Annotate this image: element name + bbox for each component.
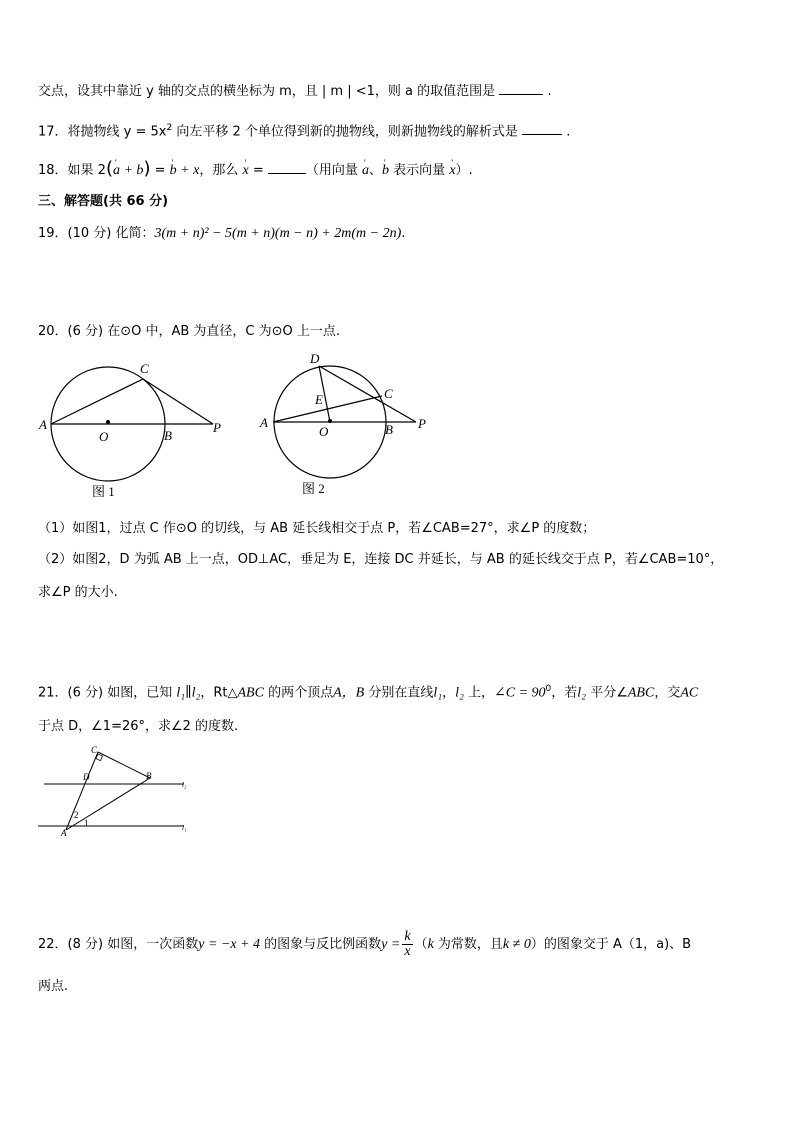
- fig2-label-d: D: [310, 351, 320, 366]
- fig1-caption: 图 1: [92, 484, 115, 499]
- q20-part2a: （2）如图2，D 为弧 AB 上一点，OD⊥AC，垂足为 E，连接 DC 并延长，与 AB 的延长线交于点 P，若∠CAB=10°，: [38, 552, 724, 567]
- q20-part2b: 求∠P 的大小.: [38, 585, 118, 600]
- q18-answer-blank: [268, 161, 306, 174]
- q22-k-ne: k ≠ 0: [502, 937, 531, 952]
- fig2-label-b: B: [385, 422, 393, 437]
- q21-line2: 于点 D，∠1=26°，求∠2 的度数.: [38, 719, 239, 734]
- q21-rt: ，Rt△: [200, 685, 238, 701]
- q18-rep: 表示向量: [389, 163, 446, 178]
- q21-label-2: 2: [74, 810, 79, 820]
- q18-mid: ，那么: [199, 163, 239, 178]
- q21-ab: A，B: [333, 685, 365, 701]
- q21-label-d: D: [83, 772, 90, 782]
- q18-eq: =: [150, 163, 170, 178]
- q22-f1: y = −x + 4: [198, 937, 261, 952]
- q17-answer-blank: [522, 122, 562, 135]
- q21-figure: [36, 742, 196, 837]
- q21-label-1: 1: [84, 818, 89, 828]
- fig1-label-o: O: [99, 429, 109, 444]
- q21-abc2: ABC: [627, 685, 655, 701]
- q22-f2-left: y =: [381, 937, 401, 952]
- q22-fraction: [402, 930, 412, 959]
- fig1-line-cp: [143, 379, 213, 424]
- q19-expr: 3(m + n)² − 5(m + n)(m − n) + 2m(m − 2n): [154, 226, 402, 241]
- q21-on: 上，: [463, 685, 495, 701]
- q22-line2: 两点.: [38, 979, 69, 994]
- q18-expr1: ' a + b: [113, 162, 143, 180]
- fig1-label-c: C: [140, 361, 149, 376]
- section-title: 三、解答题(共 66 分): [38, 194, 169, 209]
- q17: [38, 119, 570, 141]
- q21-l2b: l₂: [577, 685, 587, 701]
- q21-line1: [38, 680, 698, 702]
- q18-vector-a: ' a: [362, 162, 369, 180]
- q16-tail: [38, 82, 552, 101]
- q21-label-c: C: [91, 745, 98, 755]
- q21-label-l1: l₁: [182, 824, 187, 832]
- q22-k: k: [427, 937, 434, 952]
- q18-paren: （用向量: [305, 163, 358, 178]
- q22-line1: [38, 930, 691, 959]
- q21-if: ，若: [551, 685, 578, 701]
- q22-end: ）的图象交于 A（1，a)、B: [530, 937, 692, 952]
- q18-expr2: ' b + x: [170, 162, 200, 180]
- q20-prompt: 20．(6 分) 在⊙O 中，AB 为直径，C 为⊙O 上一点.: [38, 324, 341, 339]
- q21-abc: ABC: [237, 685, 264, 701]
- q21-parallel: l₁∥l₂: [176, 685, 201, 701]
- q18-xvar: ' x: [242, 162, 248, 180]
- q20-figure-1: [38, 361, 221, 499]
- q21-bisect: 平分∠: [586, 685, 628, 701]
- fig2-label-e: E: [315, 392, 323, 407]
- fig2-label-o: O: [319, 424, 329, 439]
- q21-ac: AC: [680, 685, 699, 701]
- fig2-center-dot: [328, 419, 332, 423]
- q21-label-b: B: [146, 771, 152, 781]
- q22-denominator: x: [404, 944, 411, 959]
- q18-vector-b: ' b: [382, 162, 389, 180]
- q18-sep: 、: [369, 163, 383, 178]
- q19-prefix: 19．(10 分) 化简：: [38, 226, 155, 241]
- q16-text: 交点，设其中靠近 y 轴的交点的横坐标为 m，且: [38, 84, 318, 99]
- q20-figures: [30, 350, 450, 510]
- q18-vector-x: ' x: [449, 162, 455, 180]
- q21-label-l2: l₂: [182, 781, 187, 789]
- q22-mid: 的图象与反比例函数: [260, 937, 382, 952]
- q21-lines: 分别在直线: [364, 685, 434, 701]
- q19: [38, 225, 405, 243]
- q21-comma: ，: [442, 685, 456, 701]
- q21-label-a: A: [61, 828, 67, 837]
- q21-side-cb: [98, 752, 150, 778]
- fig1-line-ac: [51, 379, 143, 424]
- q16-end: .: [547, 84, 552, 99]
- q17-end: .: [566, 124, 571, 140]
- q19-end: .: [401, 226, 406, 241]
- q17-prefix: 17．将抛物线 y = 5x: [38, 124, 167, 140]
- q21-side-ab: [66, 778, 150, 830]
- q21-angle-c: ∠C = 90: [494, 685, 546, 701]
- q21-side-ac: [66, 752, 98, 830]
- q20-part1: （1）如图1，过点 C 作⊙O 的切线，与 AB 延长线相交于点 P，若∠CAB=27°，求∠P 的度数；: [38, 521, 596, 536]
- q21-deg: 0: [545, 684, 552, 694]
- q22-paren: （: [414, 937, 428, 952]
- fig1-label-b: B: [164, 428, 172, 443]
- q22-numerator: k: [404, 929, 411, 944]
- q21-l1: l₁: [433, 685, 443, 701]
- q22-prefix: 22．(8 分) 如图，一次函数: [38, 937, 199, 952]
- q17-sup: 2: [166, 123, 173, 133]
- q21-prefix: 21．(6 分) 如图，已知: [38, 685, 173, 701]
- fig2-line-dp: [319, 366, 416, 422]
- q22-const: 为常数，且: [433, 937, 503, 952]
- fig1-center-dot: [106, 420, 110, 424]
- q17-mid: 向左平移 2 个单位得到新的抛物线，则新抛物线的解析式是: [172, 124, 518, 140]
- fig2-caption: 图 2: [302, 481, 325, 496]
- q18-prefix: 18．如果 2: [38, 163, 106, 178]
- q16-abs: | m |: [321, 84, 352, 99]
- q18-eq2: =: [248, 163, 268, 178]
- fig2-label-c: C: [384, 386, 393, 401]
- q21-vertices: 的两个顶点: [263, 685, 334, 701]
- q18-close: ）.: [455, 163, 473, 178]
- q21-intersect: ，交: [654, 685, 681, 701]
- q20-figure-2: [259, 351, 426, 496]
- fig1-label-a: A: [39, 417, 47, 432]
- fig1-label-p: P: [213, 420, 221, 435]
- q16-cond: <1，则 a 的取值范围是: [355, 84, 496, 99]
- fig2-label-a: A: [260, 415, 268, 430]
- q16-answer-blank: [499, 82, 543, 95]
- fig2-label-p: P: [418, 416, 426, 431]
- q18: 18．如果 2(' a + b) = ' b + x，那么 ' x = （用向量 ' a、' b 表示向量 ' x）.: [38, 160, 473, 180]
- q21-l2: l₂: [455, 685, 464, 701]
